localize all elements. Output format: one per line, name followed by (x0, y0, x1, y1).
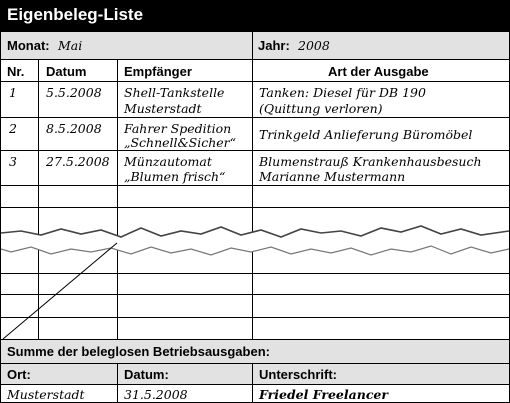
title-bar (1, 1, 509, 31)
place-label: Ort: (7, 367, 31, 382)
row-3-expense: Blumenstrauß Krankenhausbesuch (259, 154, 482, 169)
column-header-art: Art der Ausgabe (328, 64, 429, 79)
row-3-date: 27.5.2008 (46, 154, 110, 169)
row-1-recipient-line2: Musterstadt (124, 101, 202, 116)
divider (117, 363, 118, 403)
divider (1, 59, 509, 60)
divider (1, 31, 509, 32)
row-2-recipient: Fahrer Spedition (124, 121, 232, 136)
divider (252, 363, 253, 403)
row-3-expense-line2: Marianne Mustermann (259, 169, 406, 184)
row-3-nr: 3 (9, 154, 17, 169)
month-label: Monat: (7, 38, 50, 53)
month-value: Mai (58, 38, 83, 53)
row-3-recipient: Münzautomat (124, 154, 212, 169)
row-1-expense-line2: (Quittung verloren) (259, 101, 383, 116)
column-header-nr: Nr. (7, 64, 25, 79)
column-header-empfaenger: Empfänger (124, 64, 192, 79)
row-2-date: 8.5.2008 (46, 121, 102, 136)
sum-label: Summe der beleglosen Betriebsausgaben: (7, 344, 270, 359)
divider (1, 117, 509, 118)
row-2-recipient-line2: „Schnell&Sicher“ (124, 135, 237, 150)
row-2-expense: Trinkgeld Anlieferung Büromöbel (259, 127, 473, 142)
signature-value: Friedel Freelancer (259, 387, 388, 402)
date-label: Datum: (124, 367, 169, 382)
row-1-nr: 1 (9, 85, 17, 100)
divider (252, 32, 253, 59)
date-value: 31.5.2008 (124, 387, 188, 402)
strike-through-line (1, 241, 121, 341)
divider (1, 363, 509, 364)
row-3-recipient-line2: „Blumen frisch“ (124, 169, 226, 184)
column-header-datum: Datum (46, 64, 87, 79)
form-title: Eigenbeleg-Liste (7, 5, 144, 24)
row-2-nr: 2 (9, 121, 17, 136)
row-1-expense: Tanken: Diesel für DB 190 (259, 85, 426, 100)
divider (1, 207, 509, 208)
divider (1, 185, 509, 186)
divider (252, 59, 253, 339)
row-1-date: 5.5.2008 (46, 85, 102, 100)
year-label: Jahr: (258, 38, 290, 53)
divider (1, 150, 509, 151)
signature-label: Unterschrift: (259, 367, 338, 382)
row-1-recipient: Shell-Tankstelle (124, 85, 225, 100)
place-value: Musterstadt (7, 387, 85, 402)
divider (1, 384, 509, 385)
divider (1, 81, 509, 82)
year-value: 2008 (298, 38, 330, 53)
signature-label-band (1, 364, 509, 384)
